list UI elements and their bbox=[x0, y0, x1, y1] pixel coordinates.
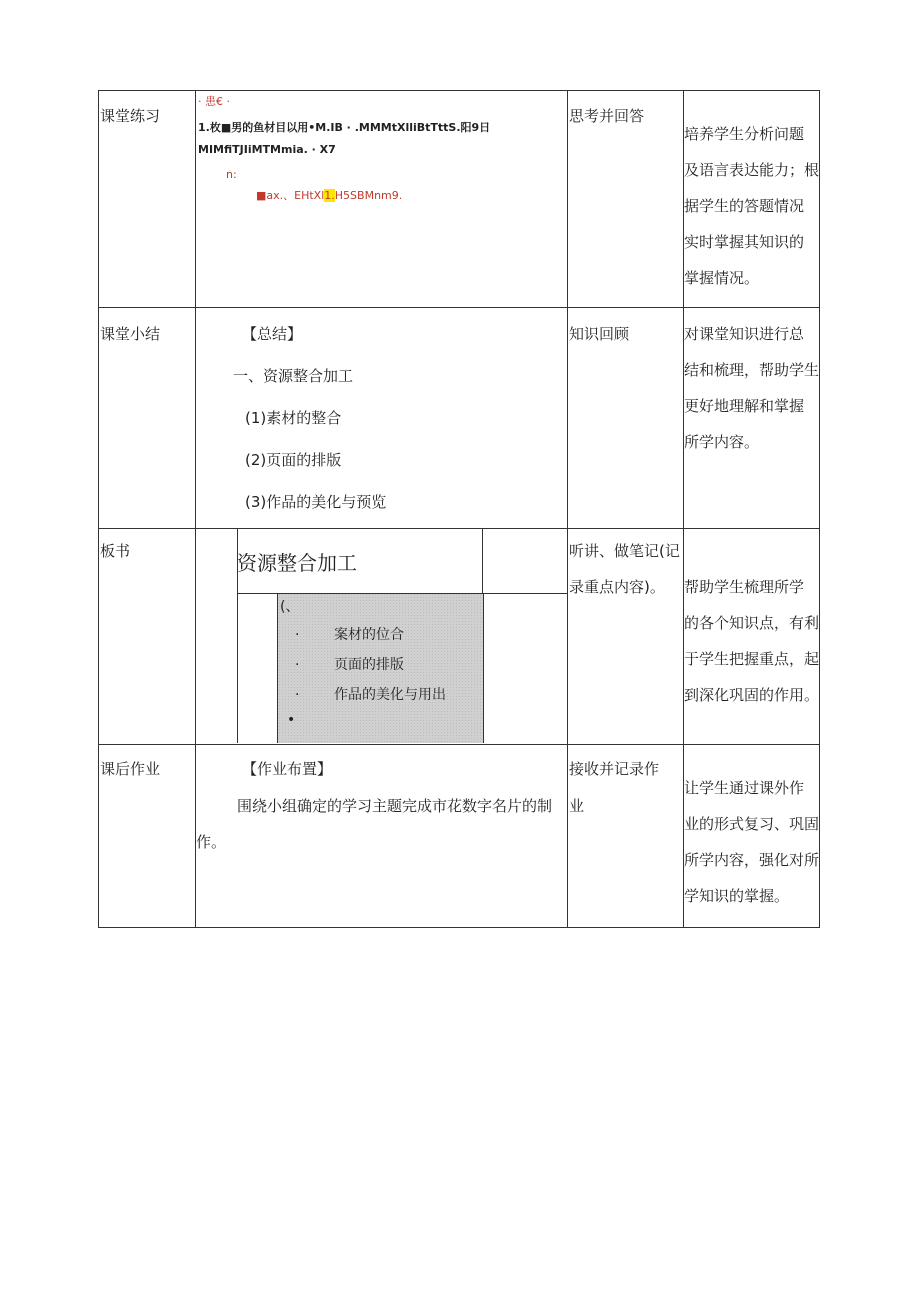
summary-item: 一、资源整合加工 bbox=[233, 367, 354, 385]
homework-line: 作。 bbox=[196, 833, 227, 851]
row-label-board: 板书 bbox=[100, 542, 131, 560]
summary-purpose-line: 所学内容。 bbox=[684, 433, 760, 451]
summary-title: 【总结】 bbox=[242, 325, 303, 343]
board-item: 作品的美化与用出 bbox=[334, 687, 446, 703]
summary-student-activity: 知识回顾 bbox=[569, 325, 630, 343]
summary-purpose-line: 结和梳理，帮助学生 bbox=[684, 361, 820, 379]
board-item: 案材的位合 bbox=[334, 627, 404, 643]
row-label-practice: 课堂练习 bbox=[100, 107, 161, 125]
board-purpose-line: 到深化巩固的作用。 bbox=[684, 686, 820, 704]
practice-answer-prefix: ■ax.、EHtXl bbox=[256, 189, 325, 202]
board-item: 页面的排版 bbox=[334, 657, 404, 673]
summary-item: (2)页面的排版 bbox=[245, 451, 342, 469]
practice-purpose-line: 培养学生分析问题 bbox=[684, 125, 805, 143]
column-divider bbox=[195, 91, 196, 927]
summary-purpose-line: 更好地理解和掌握 bbox=[684, 397, 805, 415]
practice-purpose-line: 及语言表达能力；根 bbox=[684, 161, 820, 179]
board-student-activity-line: 听讲、做笔记(记 bbox=[569, 542, 680, 560]
board-mark: (、 bbox=[280, 599, 300, 615]
practice-question-line: MIMfiTJIiMTMmia. · X7 bbox=[198, 143, 336, 156]
board-bullet: • bbox=[287, 712, 296, 728]
row-divider bbox=[99, 744, 819, 745]
homework-purpose-line: 让学生通过课外作 bbox=[684, 779, 805, 797]
board-purpose-line: 帮助学生梳理所学 bbox=[684, 578, 805, 596]
column-divider bbox=[567, 91, 568, 927]
homework-student-activity-line: 接收并记录作 bbox=[569, 760, 660, 778]
homework-title: 【作业布置】 bbox=[242, 760, 333, 778]
summary-item: (1)素材的整合 bbox=[245, 409, 342, 427]
practice-heading: · 患€ · bbox=[198, 95, 230, 108]
board-title: 资源整合加工 bbox=[237, 551, 357, 575]
practice-student-activity: 思考并回答 bbox=[569, 107, 645, 125]
row-label-homework: 课后作业 bbox=[100, 760, 161, 778]
board-bullet: · bbox=[295, 657, 300, 673]
homework-purpose-line: 业的形式复习、巩固 bbox=[684, 815, 820, 833]
board-bullet: · bbox=[295, 687, 300, 703]
practice-purpose-line: 据学生的答题情况 bbox=[684, 197, 805, 215]
board-purpose-line: 于学生把握重点，起 bbox=[684, 650, 820, 668]
practice-answer-highlight: 1. bbox=[324, 189, 335, 202]
homework-purpose-line: 学知识的掌握。 bbox=[684, 887, 790, 905]
row-divider bbox=[99, 307, 819, 308]
practice-answer-suffix: H5SBMnm9. bbox=[334, 189, 403, 202]
summary-item: (3)作品的美化与预览 bbox=[245, 493, 387, 511]
board-writing-line bbox=[482, 528, 483, 594]
homework-student-activity-line: 业 bbox=[569, 797, 585, 815]
board-student-activity-line: 录重点内容)。 bbox=[569, 578, 665, 596]
row-divider bbox=[99, 528, 819, 529]
practice-answer-text bbox=[256, 186, 402, 206]
board-bullet: · bbox=[295, 627, 300, 643]
homework-line: 围绕小组确定的学习主题完成市花数字名片的制 bbox=[237, 797, 553, 815]
practice-question-line: 1.枚■男的鱼材目以用•M.IB · .MMMtXlliBtTttS.阳9日 bbox=[198, 121, 491, 134]
practice-purpose-line: 实时掌握其知识的 bbox=[684, 233, 805, 251]
homework-purpose-line: 所学内容，强化对所 bbox=[684, 851, 820, 869]
practice-answer-label: n: bbox=[226, 168, 237, 181]
board-purpose-line: 的各个知识点，有利 bbox=[684, 614, 820, 632]
summary-purpose-line: 对课堂知识进行总 bbox=[684, 325, 805, 343]
row-label-summary: 课堂小结 bbox=[100, 325, 161, 343]
practice-purpose-line: 掌握情况。 bbox=[684, 269, 760, 287]
